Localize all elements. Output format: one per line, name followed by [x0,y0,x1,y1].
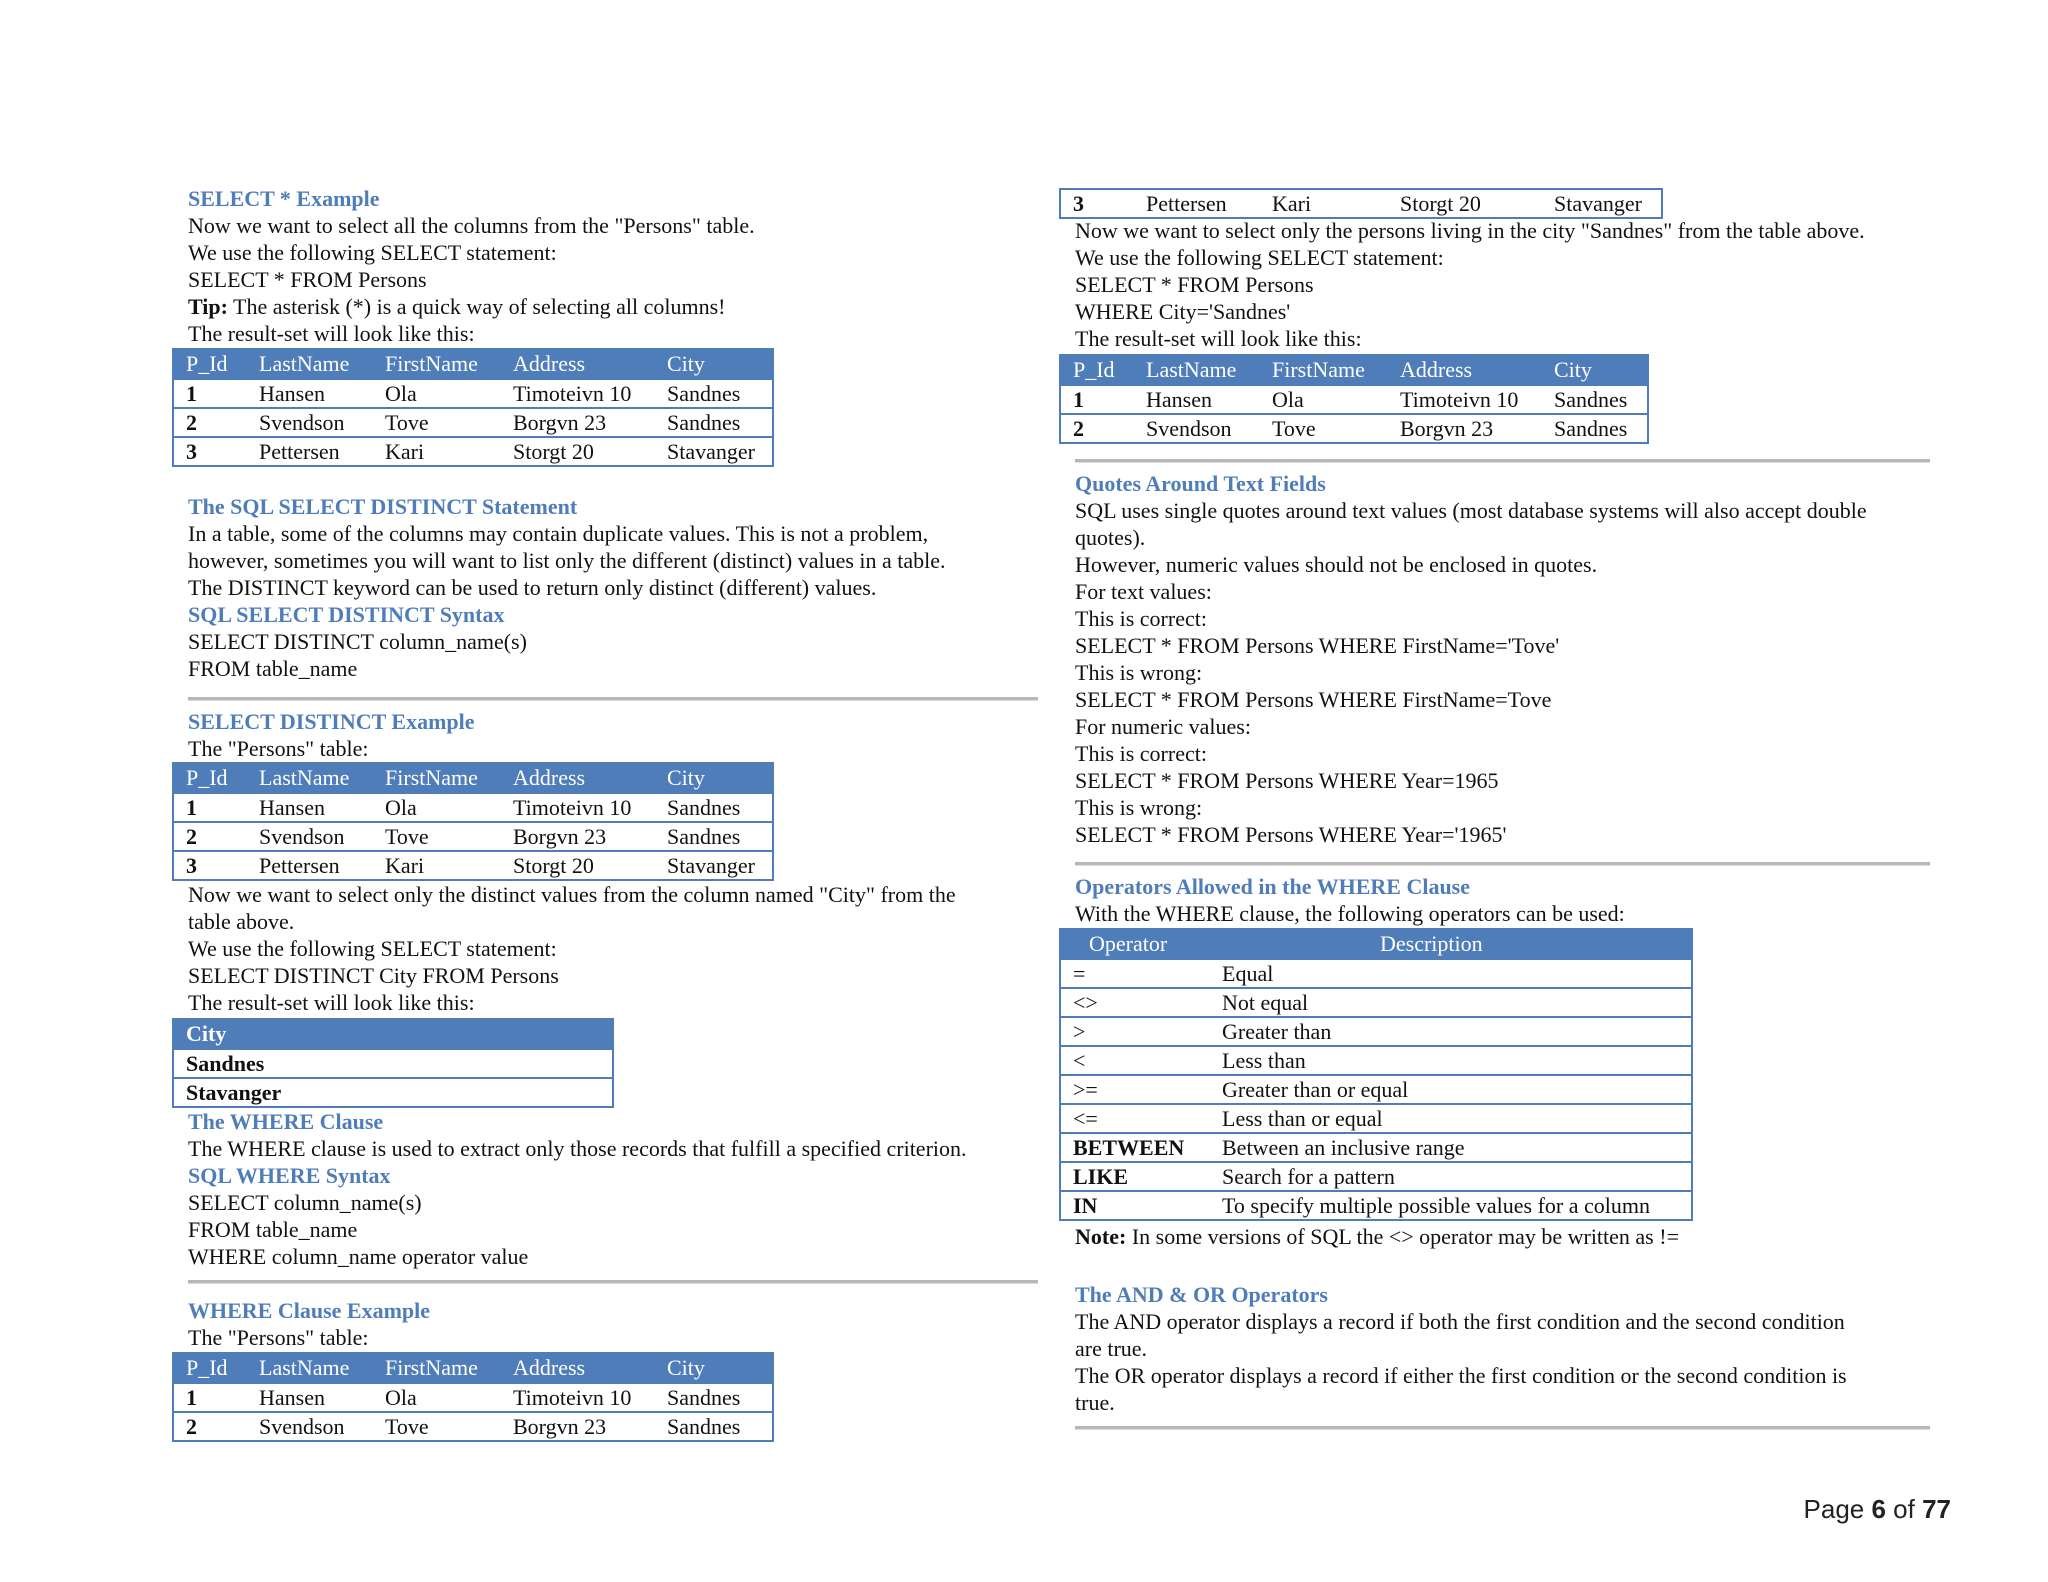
distinct-statement-heading: The SQL SELECT DISTINCT Statement [188,494,578,519]
and-or-heading: The AND & OR Operators [1075,1282,1328,1307]
where-example-intro: The "Persons" table: [188,1325,369,1350]
column-header: FirstName [373,763,501,793]
table-cell: Timoteivn 10 [501,793,655,822]
table-cell: 3 [173,851,247,880]
column-header: Description [1210,929,1692,959]
table-row [173,851,773,880]
where-syntax-line-1: SELECT column_name(s) [188,1190,422,1215]
table-cell: Hansen [247,379,373,408]
quotes-line-10: This is correct: [1075,741,1207,766]
quotes-heading: Quotes Around Text Fields [1075,471,1326,496]
table-row [1060,988,1692,1017]
quotes-line-8: SELECT * FROM Persons WHERE FirstName=Tove [1075,687,1552,712]
table-cell: Tove [1260,414,1388,443]
where-clause-line: The WHERE clause is used to extract only those records that fulfill a specified criterion. [188,1136,967,1161]
table-cell: Stavanger [655,851,773,880]
quotes-line-6: SELECT * FROM Persons WHERE FirstName='Tove' [1075,633,1560,658]
quotes-section [1075,470,1867,848]
sandnes-line-4: WHERE City='Sandnes' [1075,299,1291,324]
table-row [1060,1046,1692,1075]
column-header: FirstName [373,349,501,379]
operator-cell: <> [1060,988,1210,1017]
page-prefix: Page [1803,1494,1872,1524]
table-cell: Sandnes [655,793,773,822]
table-cell: Sandnes [173,1049,613,1078]
table-cell: 1 [173,379,247,408]
distinct-syntax-line-2: FROM table_name [188,656,358,681]
select-all-result-line: The result-set will look like this: [188,321,475,346]
table-row [1060,1075,1692,1104]
table-cell: Storgt 20 [501,851,655,880]
distinct-syntax-line-1: SELECT DISTINCT column_name(s) [188,629,527,654]
operators-intro: With the WHERE clause, the following operators can be used: [1075,901,1625,926]
table-row [1060,1017,1692,1046]
table-cell: Svendson [247,408,373,437]
page-current: 6 [1871,1494,1886,1524]
table-cell: Sandnes [655,822,773,851]
where-syntax-line-3: WHERE column_name operator value [188,1244,529,1269]
column-header: Address [1388,355,1542,385]
result-table [1059,354,1649,444]
table-header-row [1060,929,1692,959]
table-cell: Pettersen [247,437,373,466]
operator-cell: < [1060,1046,1210,1075]
quotes-line-2: quotes). [1075,525,1146,550]
quotes-line-4: For text values: [1075,579,1212,604]
table-cell: Sandnes [655,1383,773,1412]
section-divider [1075,459,1930,463]
table-cell: Svendson [1134,414,1260,443]
table-row [1060,1191,1692,1220]
table-cell: Stavanger [655,437,773,466]
where-syntax-line-2: FROM table_name [188,1217,358,1242]
quotes-line-9: For numeric values: [1075,714,1251,739]
column-header: Address [501,349,655,379]
table-cell: Stavanger [1554,190,1642,216]
operator-cell: = [1060,959,1210,988]
table-row [173,822,773,851]
column-header: Address [501,1353,655,1383]
table-cell: Timoteivn 10 [501,379,655,408]
distinct-query-section [188,881,956,1016]
and-or-section [1075,1281,1847,1416]
select-all-heading: SELECT * Example [188,186,380,211]
and-or-line-4: true. [1075,1390,1115,1415]
table-row [173,379,773,408]
operator-cell: > [1060,1017,1210,1046]
column-header: Address [501,763,655,793]
table-cell: Hansen [247,1383,373,1412]
column-header: LastName [1134,355,1260,385]
table-cell: Timoteivn 10 [501,1383,655,1412]
table-cell: Svendson [247,822,373,851]
operators-table [1059,928,1693,1221]
operator-cell: BETWEEN [1060,1133,1210,1162]
operator-cell: <= [1060,1104,1210,1133]
table-cell: Sandnes [655,408,773,437]
table-row [1060,1104,1692,1133]
table-cell: Borgvn 23 [501,408,655,437]
and-or-line-3: The OR operator displays a record if either the first condition or the second condition is [1075,1363,1847,1388]
note-label: Note: [1075,1224,1127,1249]
description-cell: To specify multiple possible values for a column [1210,1191,1692,1220]
where-example-section [188,1297,430,1351]
column-header: P_Id [173,349,247,379]
column-header: FirstName [373,1353,501,1383]
table-cell: Timoteivn 10 [1388,385,1542,414]
table-cell: Hansen [1134,385,1260,414]
sandnes-line-5: The result-set will look like this: [1075,326,1362,351]
distinct-example-section [188,708,475,762]
table-row [1060,385,1648,414]
table-cell: Kari [373,851,501,880]
table-cell: Pettersen [1146,190,1227,216]
description-cell: Less than or equal [1210,1104,1692,1133]
note-text: In some versions of SQL the <> operator may be written as != [1126,1224,1679,1249]
column-header: P_Id [173,763,247,793]
section-divider [1075,862,1930,866]
description-cell: Greater than [1210,1017,1692,1046]
table-row [173,408,773,437]
distinct-example-line-5: The result-set will look like this: [188,990,475,1015]
city-table [172,1018,614,1108]
sandnes-line-1: Now we want to select only the persons living in the city "Sandnes" from the table above. [1075,218,1865,243]
table-cell: Tove [373,1412,501,1441]
table-cell: Borgvn 23 [501,1412,655,1441]
table-row [173,1383,773,1412]
table-row [1060,414,1648,443]
column-header: LastName [247,1353,373,1383]
table-cell: Storgt 20 [1400,190,1481,216]
column-header: P_Id [173,1353,247,1383]
table-header-row [173,349,773,379]
table-row [173,1078,613,1107]
distinct-example-heading: SELECT DISTINCT Example [188,709,475,734]
table-cell: 1 [1060,385,1134,414]
column-header: City [655,763,773,793]
table-cell: 1 [173,793,247,822]
table-cell: Sandnes [1542,385,1648,414]
table-row [173,437,773,466]
continued-table [1059,188,1663,219]
section-divider [188,1280,1038,1284]
table-cell: Ola [373,1383,501,1412]
table-cell: Borgvn 23 [501,822,655,851]
table-header-row [173,1353,773,1383]
operator-cell: LIKE [1060,1162,1210,1191]
table-cell: Sandnes [1542,414,1648,443]
persons-table-2 [172,762,774,881]
description-cell: Equal [1210,959,1692,988]
quotes-line-3: However, numeric values should not be enclosed in quotes. [1075,552,1598,577]
table-cell: Storgt 20 [501,437,655,466]
quotes-line-7: This is wrong: [1075,660,1203,685]
table-cell: Pettersen [247,851,373,880]
column-header: P_Id [1060,355,1134,385]
where-syntax-heading: SQL WHERE Syntax [188,1163,391,1188]
table-cell: Ola [373,793,501,822]
table-row [173,1412,773,1441]
note-section [1075,1223,1679,1250]
select-all-section [188,185,755,347]
distinct-example-line-2: table above. [188,909,295,934]
distinct-line-3: The DISTINCT keyword can be used to return only distinct (different) values. [188,575,877,600]
select-all-line-1: Now we want to select all the columns from the "Persons" table. [188,213,755,238]
table-row [173,793,773,822]
table-cell: Kari [373,437,501,466]
quotes-line-11: SELECT * FROM Persons WHERE Year=1965 [1075,768,1499,793]
persons-table-1 [172,348,774,467]
persons-table-3 [172,1352,774,1442]
tip-text: The asterisk (*) is a quick way of selecting all columns! [227,294,726,319]
select-all-line-3: SELECT * FROM Persons [188,267,427,292]
distinct-line-2: however, sometimes you will want to list only the different (distinct) values in a table. [188,548,946,573]
table-cell: Svendson [247,1412,373,1441]
select-all-line-2: We use the following SELECT statement: [188,240,557,265]
table-cell: 3 [1073,190,1084,216]
distinct-line-1: In a table, some of the columns may contain duplicate values. This is not a problem, [188,521,929,546]
distinct-example-line-4: SELECT DISTINCT City FROM Persons [188,963,559,988]
description-cell: Between an inclusive range [1210,1133,1692,1162]
and-or-line-1: The AND operator displays a record if both the first condition and the second condition [1075,1309,1845,1334]
where-clause-heading: The WHERE Clause [188,1109,384,1134]
where-clause-section [188,1108,967,1270]
tip-line [188,293,755,320]
page-number [1804,1494,1951,1525]
distinct-example-intro: The "Persons" table: [188,736,369,761]
column-header: FirstName [1260,355,1388,385]
table-cell: 1 [173,1383,247,1412]
table-row [173,1049,613,1078]
table-cell: 2 [173,1412,247,1441]
distinct-syntax-heading: SQL SELECT DISTINCT Syntax [188,602,505,627]
page-of: of [1885,1494,1923,1524]
column-header: Operator [1060,929,1210,959]
quotes-line-12: This is wrong: [1075,795,1203,820]
operator-cell: >= [1060,1075,1210,1104]
table-cell: Hansen [247,793,373,822]
table-cell: 3 [173,437,247,466]
column-header: LastName [247,763,373,793]
sandnes-query-section [1075,217,1865,352]
and-or-line-2: are true. [1075,1336,1148,1361]
table-header-row [173,763,773,793]
table-cell: Borgvn 23 [1388,414,1542,443]
table-cell: Sandnes [655,1412,773,1441]
table-cell: Ola [373,379,501,408]
table-header-row [1060,355,1648,385]
tip-label: Tip: [188,294,228,319]
table-cell: Stavanger [173,1078,613,1107]
where-example-heading: WHERE Clause Example [188,1298,431,1323]
table-cell: Tove [373,822,501,851]
quotes-line-13: SELECT * FROM Persons WHERE Year='1965' [1075,822,1507,847]
quotes-line-1: SQL uses single quotes around text values (most database systems will also accept double [1075,498,1867,523]
operators-heading: Operators Allowed in the WHERE Clause [1075,874,1471,899]
description-cell: Less than [1210,1046,1692,1075]
column-header: LastName [247,349,373,379]
note-line [1075,1223,1679,1250]
column-header: City [655,1353,773,1383]
column-header: City [173,1019,613,1049]
operator-cell: IN [1060,1191,1210,1220]
distinct-example-line-3: We use the following SELECT statement: [188,936,557,961]
sandnes-line-3: SELECT * FROM Persons [1075,272,1314,297]
description-cell: Greater than or equal [1210,1075,1692,1104]
table-cell: Ola [1260,385,1388,414]
quotes-line-5: This is correct: [1075,606,1207,631]
table-cell: 2 [1060,414,1134,443]
table-row [1060,1162,1692,1191]
description-cell: Search for a pattern [1210,1162,1692,1191]
table-cell: 2 [173,408,247,437]
section-divider [1075,1426,1930,1430]
table-row [1060,959,1692,988]
operators-section [1075,873,1625,927]
column-header: City [1542,355,1648,385]
table-row [1060,189,1662,218]
distinct-statement-section [188,493,946,682]
table-row [1060,1133,1692,1162]
section-divider [188,697,1038,701]
table-cell: Tove [373,408,501,437]
sandnes-line-2: We use the following SELECT statement: [1075,245,1444,270]
page-total: 77 [1922,1494,1951,1524]
description-cell: Not equal [1210,988,1692,1017]
table-cell: Sandnes [655,379,773,408]
column-header: City [655,349,773,379]
table-cell: 2 [173,822,247,851]
distinct-example-line-1: Now we want to select only the distinct values from the column named "City" from the [188,882,956,907]
table-cell: Kari [1272,190,1312,216]
table-header-row [173,1019,613,1049]
